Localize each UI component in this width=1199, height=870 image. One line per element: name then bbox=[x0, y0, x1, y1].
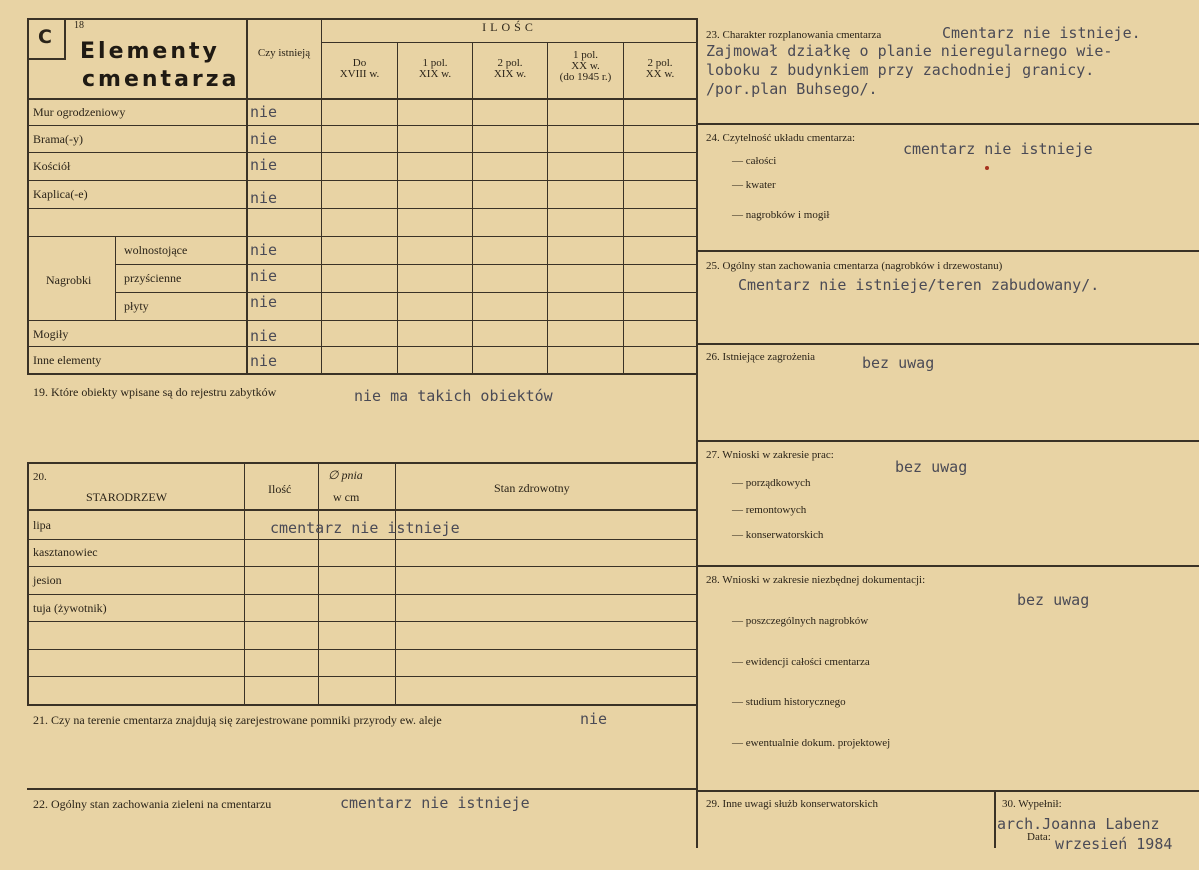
q19-value: nie ma takich obiektów bbox=[354, 387, 553, 405]
value-inne: nie bbox=[250, 352, 278, 370]
row-label-brama: Brama(-y) bbox=[33, 132, 83, 146]
q20-col-phi: ∅ pnia bbox=[328, 468, 363, 482]
tree-row-label: lipa bbox=[33, 518, 51, 532]
q21-value: nie bbox=[580, 710, 608, 728]
q27-item: — konserwatorskich bbox=[732, 529, 824, 541]
q24-label: 24. Czytelność układu cmentarza: bbox=[706, 132, 856, 144]
period-header: 2 pol. XIX w. bbox=[493, 57, 527, 80]
q26-value: bez uwag bbox=[862, 354, 935, 372]
q26-label: 26. Istniejące zagrożenia bbox=[706, 351, 816, 363]
q28-value: bez uwag bbox=[1017, 591, 1090, 609]
q29-label: 29. Inne uwagi służb konserwatorskich bbox=[706, 798, 878, 810]
q23-line3: loboku z budynkiem przy zachodniej granicy. bbox=[706, 61, 1095, 79]
q27-item: — porządkowych bbox=[732, 477, 811, 489]
q24-item: — nagrobków i mogił bbox=[732, 209, 830, 221]
period-header: 1 pol. XIX w. bbox=[418, 57, 452, 80]
column-header-exists: Czy istnieją bbox=[257, 47, 311, 59]
row-label-przyscienne: przyścienne bbox=[124, 271, 182, 285]
value-kosciol: nie bbox=[250, 156, 278, 174]
column-header-ilosc: ILOŚC bbox=[482, 20, 537, 34]
q23-line4: /por.plan Buhsego/. bbox=[706, 80, 878, 98]
period-header: 1 pol. XX w. (do 1945 r.) bbox=[559, 49, 612, 83]
value-przyscienne: nie bbox=[250, 267, 278, 285]
q23-line2: Zajmował działkę o planie nieregularnego wie- bbox=[706, 42, 1113, 60]
q30-name: arch.Joanna Labenz bbox=[997, 815, 1160, 833]
tree-row-label: jesion bbox=[33, 573, 62, 587]
row-label-wolnostojace: wolnostojące bbox=[124, 243, 188, 257]
q24-item: — kwater bbox=[732, 179, 776, 191]
q24-value: cmentarz nie istnieje bbox=[903, 140, 1093, 158]
value-wolnostojace: nie bbox=[250, 241, 278, 259]
row-label-kaplica: Kaplica(-e) bbox=[33, 187, 88, 201]
q19-label: 19. Które obiekty wpisane są do rejestru zabytków bbox=[33, 385, 277, 399]
q25-label: 25. Ogólny stan zachowania cmentarza (nagrobków i drzewostanu) bbox=[706, 260, 1003, 272]
value-brama: nie bbox=[250, 130, 278, 148]
q21-label: 21. Czy na terenie cmentarza znajdują się zarejestrowane pomniki przyrody ew. aleje bbox=[33, 713, 442, 727]
q22-label: 22. Ogólny stan zachowania zieleni na cmentarzu bbox=[33, 797, 272, 811]
card-number: 18 bbox=[74, 20, 84, 31]
row-label-mogily: Mogiły bbox=[33, 327, 69, 341]
card-title-line1: Elementy bbox=[80, 39, 220, 64]
q30-label: 30. Wypełnił: bbox=[1002, 798, 1062, 810]
value-kaplica: nie bbox=[250, 189, 278, 207]
q25-value: Cmentarz nie istnieje/teren zabudowany/. bbox=[738, 276, 1100, 294]
tree-row-label: kasztanowiec bbox=[33, 545, 98, 559]
q22-value: cmentarz nie istnieje bbox=[340, 794, 530, 812]
card-title-line2: cmentarza bbox=[82, 67, 240, 92]
q20-col-ilosc: Ilość bbox=[268, 482, 292, 496]
q28-item: — ewidencji całości cmentarza bbox=[732, 656, 870, 668]
q30-date: wrzesień 1984 bbox=[1055, 835, 1173, 853]
row-label-inne: Inne elementy bbox=[33, 353, 102, 367]
q20-title: STARODRZEW bbox=[86, 490, 168, 504]
row-label-kosciol: Kościół bbox=[33, 159, 71, 173]
q30-data-label: Data: bbox=[1027, 831, 1051, 843]
card-letter: C bbox=[38, 26, 52, 48]
tree-row-label: tuja (żywotnik) bbox=[33, 601, 107, 615]
q28-item: — studium historycznego bbox=[732, 696, 846, 708]
q20-number: 20. bbox=[33, 471, 47, 483]
row-label-mur: Mur ogrodzeniowy bbox=[33, 105, 126, 119]
value-plyty: nie bbox=[250, 293, 278, 311]
q20-col-wcm: w cm bbox=[333, 490, 360, 504]
q27-item: — remontowych bbox=[732, 504, 807, 516]
q23-line1: Cmentarz nie istnieje. bbox=[942, 24, 1141, 42]
q24-item: — całości bbox=[732, 155, 777, 167]
row-label-plyty: płyty bbox=[124, 299, 149, 313]
value-mogily: nie bbox=[250, 327, 278, 345]
row-label-nagrobki: Nagrobki bbox=[46, 273, 92, 287]
q28-label: 28. Wnioski w zakresie niezbędnej dokumentacji: bbox=[706, 574, 926, 586]
q23-label: 23. Charakter rozplanowania cmentarza bbox=[706, 29, 882, 41]
q28-item: — ewentualnie dokum. projektowej bbox=[732, 737, 891, 749]
period-header: Do XVIII w. bbox=[339, 57, 380, 80]
q20-value: cmentarz nie istnieje bbox=[270, 519, 460, 537]
value-mur: nie bbox=[250, 103, 278, 121]
q20-col-stan: Stan zdrowotny bbox=[494, 481, 570, 495]
q27-label: 27. Wnioski w zakresie prac: bbox=[706, 449, 834, 461]
q27-value: bez uwag bbox=[895, 458, 968, 476]
period-header: 2 pol. XX w. bbox=[645, 57, 675, 80]
q28-item: — poszczególnych nagrobków bbox=[732, 615, 869, 627]
